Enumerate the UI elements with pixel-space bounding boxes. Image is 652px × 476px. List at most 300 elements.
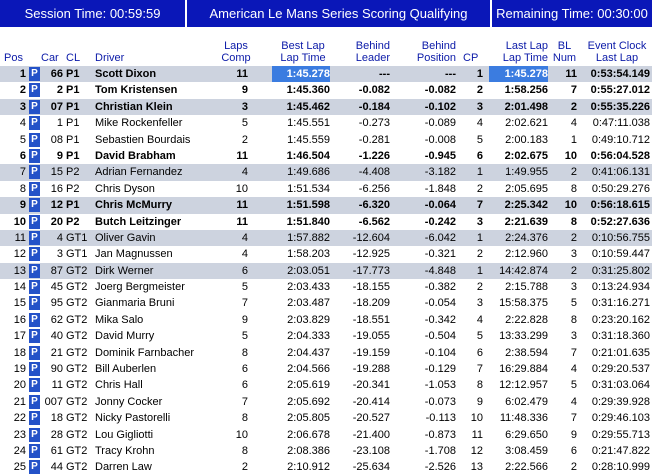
car-number: 1: [56, 117, 63, 130]
event-clock: 0:29:46.103: [591, 412, 650, 425]
last-lap-time: 15:58.375: [499, 297, 548, 310]
behind-leader: -12.604: [352, 231, 390, 244]
class-cell: P1: [66, 117, 80, 130]
class-cell: P2: [66, 182, 80, 195]
table-row[interactable]: [0, 148, 652, 164]
class-cell: GT2: [66, 264, 88, 277]
table-row[interactable]: [0, 214, 652, 230]
last-lap-time: 2:21.639: [504, 215, 548, 228]
last-lap-time: 2:02.621: [505, 117, 548, 130]
header-last-lap-time[interactable]: Lap Time: [502, 52, 548, 64]
p-status-badge: P: [29, 149, 40, 163]
class-cell: P1: [66, 149, 80, 162]
behind-position: -0.342: [424, 313, 456, 326]
class-position: 1: [476, 166, 483, 179]
last-lap-time: 12:12.957: [499, 379, 548, 392]
best-lap-time: 2:08.386: [287, 444, 330, 457]
behind-position: -0.113: [425, 412, 456, 425]
event-clock: 0:31:03.064: [591, 379, 650, 392]
class-cell: GT2: [66, 395, 88, 408]
class-cell: P1: [66, 133, 80, 146]
class-position: 9: [476, 395, 483, 408]
driver-name: Sebastien Bourdais: [95, 133, 191, 146]
p-status-badge: P: [29, 280, 40, 294]
position-cell: 6: [19, 149, 26, 162]
header-last-lap[interactable]: Last Lap: [505, 40, 548, 52]
last-lap-time: 11:48.336: [499, 412, 548, 425]
best-lap-time: 2:05.805: [287, 412, 330, 425]
behind-position: -0.064: [424, 199, 456, 212]
class-cell: GT2: [66, 281, 88, 294]
header-pos[interactable]: Pos: [4, 52, 23, 64]
table-row[interactable]: [0, 459, 652, 475]
laps-completed: 11: [236, 68, 248, 80]
p-status-badge: P: [29, 133, 40, 147]
behind-leader: -0.184: [358, 100, 390, 113]
behind-leader: -20.341: [352, 379, 390, 392]
header-bl-num[interactable]: Num: [552, 52, 577, 64]
event-clock: 0:55:27.012: [590, 84, 650, 97]
table-row[interactable]: [0, 279, 652, 295]
behind-position: -1.708: [424, 444, 456, 457]
best-lap-number: 5: [570, 379, 577, 392]
best-lap-number: 11: [565, 68, 577, 80]
behind-leader: -17.773: [352, 264, 390, 277]
table-row[interactable]: [0, 82, 652, 98]
class-cell: GT1: [66, 248, 88, 261]
p-status-badge: P: [29, 165, 40, 179]
class-position: 8: [476, 379, 483, 392]
header-laps-comp[interactable]: Comp: [221, 52, 251, 64]
table-row[interactable]: [0, 263, 652, 279]
driver-name: Gianmaria Bruni: [95, 297, 175, 310]
behind-leader: -19.055: [352, 330, 390, 343]
last-lap-time: 2:38.594: [505, 346, 548, 359]
behind-position: -2.526: [424, 461, 456, 474]
class-position: 3: [476, 297, 483, 310]
last-lap-time: 6:29.650: [505, 428, 548, 441]
behind-leader: -6.256: [358, 182, 390, 195]
best-lap-number: 3: [570, 281, 577, 294]
laps-completed: 10: [235, 182, 248, 195]
position-cell: 22: [13, 412, 26, 425]
class-cell: P1: [66, 68, 80, 80]
behind-position: -0.873: [424, 428, 456, 441]
event-clock: 0:21:47.822: [591, 444, 650, 457]
event-clock: 0:29:20.537: [591, 363, 650, 376]
position-cell: 13: [13, 264, 26, 277]
best-lap-time: 1:45.462: [286, 100, 330, 113]
best-lap-number: 2: [570, 461, 577, 474]
position-cell: 24: [13, 444, 26, 457]
best-lap-time: 2:03.433: [287, 281, 330, 294]
behind-position: -4.848: [424, 264, 456, 277]
driver-name: Chris Hall: [95, 379, 143, 392]
best-lap-time: 1:45.551: [287, 117, 330, 130]
table-row[interactable]: [0, 410, 652, 426]
class-position: 12: [470, 444, 483, 457]
behind-leader: -19.288: [352, 363, 390, 376]
class-cell: GT2: [66, 297, 88, 310]
last-lap-time: 1:45.278: [489, 66, 548, 82]
laps-completed: 11: [236, 149, 248, 162]
behind-position: -0.504: [424, 330, 456, 343]
best-lap-number: 7: [570, 84, 577, 97]
p-status-badge: P: [29, 215, 40, 229]
driver-name: Mika Salo: [95, 313, 144, 326]
behind-position: -0.089: [424, 117, 456, 130]
event-clock: 0:13:24.934: [591, 281, 650, 294]
driver-name: Butch Leitzinger: [95, 215, 182, 228]
driver-name: Chris Dyson: [95, 182, 155, 195]
last-lap-time: 6:02.479: [505, 395, 548, 408]
event-clock: 0:21:01.635: [591, 346, 650, 359]
best-lap-number: 8: [570, 313, 577, 326]
event-clock: 0:41:06.131: [591, 166, 650, 179]
event-clock: 0:50:29.276: [591, 182, 650, 195]
behind-position: -0.054: [424, 297, 456, 310]
p-status-badge: P: [29, 264, 40, 278]
car-number: 21: [50, 346, 63, 359]
class-position: 3: [476, 100, 483, 113]
class-position: 3: [476, 215, 483, 228]
last-lap-time: 2:22.566: [505, 461, 548, 474]
position-cell: 2: [19, 84, 26, 97]
event-clock: 0:10:56.755: [591, 231, 650, 244]
table-row[interactable]: [0, 312, 652, 328]
position-cell: 12: [13, 248, 26, 261]
best-lap-time: 1:58.203: [287, 248, 330, 261]
p-status-badge: P: [29, 362, 40, 376]
position-cell: 20: [13, 379, 26, 392]
class-position: 7: [476, 363, 483, 376]
class-cell: GT2: [66, 346, 88, 359]
class-position: 2: [476, 281, 483, 294]
last-lap-time: 2:00.183: [505, 133, 548, 146]
best-lap-number: 2: [570, 231, 577, 244]
driver-name: Tracy Krohn: [95, 444, 155, 457]
last-lap-time: 2:01.498: [504, 100, 548, 113]
best-lap-time: 2:03.051: [287, 264, 330, 277]
best-lap-time: 1:57.882: [287, 231, 330, 244]
last-lap-time: 2:12.960: [505, 248, 548, 261]
event-clock: 0:23:20.162: [591, 313, 650, 326]
header-event-clock[interactable]: Event Clock: [587, 40, 647, 52]
laps-completed: 5: [241, 117, 248, 130]
class-position: 5: [476, 133, 483, 146]
behind-leader: -23.108: [352, 444, 390, 457]
p-status-badge: P: [29, 411, 40, 425]
table-row[interactable]: [0, 361, 652, 377]
best-lap-number: 3: [570, 330, 577, 343]
event-clock: 0:47:11.038: [592, 117, 650, 130]
best-lap-time: 2:05.692: [287, 395, 330, 408]
table-row[interactable]: [0, 427, 652, 443]
car-number: 44: [50, 461, 63, 474]
table-row[interactable]: [0, 443, 652, 459]
best-lap-number: 10: [564, 149, 577, 162]
position-cell: 1: [19, 68, 26, 80]
class-cell: P1: [66, 199, 80, 212]
event-clock: 0:10:59.447: [591, 248, 650, 261]
best-lap-time: 2:04.437: [287, 346, 330, 359]
position-cell: 4: [19, 117, 26, 130]
car-number: 87: [50, 264, 63, 277]
class-cell: GT2: [66, 444, 88, 457]
event-clock: 0:31:25.802: [591, 264, 650, 277]
p-status-badge: P: [29, 231, 40, 245]
class-cell: GT2: [66, 330, 88, 343]
best-lap-number: 3: [570, 248, 577, 261]
behind-leader: -18.209: [352, 297, 390, 310]
car-number: 3: [56, 248, 63, 261]
car-number: 62: [50, 313, 63, 326]
best-lap-number: 4: [570, 117, 577, 130]
behind-position: -0.242: [424, 215, 456, 228]
header-laps[interactable]: Laps: [224, 40, 248, 52]
class-cell: GT2: [66, 313, 88, 326]
behind-leader: -6.562: [358, 215, 390, 228]
position-cell: 16: [13, 313, 26, 326]
position-cell: 11: [14, 231, 26, 244]
behind-leader: -0.082: [358, 84, 390, 97]
car-number: 61: [50, 444, 63, 457]
behind-position: -3.182: [424, 166, 456, 179]
behind-position: ---: [445, 68, 456, 80]
position-cell: 9: [19, 199, 26, 212]
event-clock: 0:28:10.999: [591, 461, 650, 474]
event-clock: 0:56:18.615: [590, 199, 650, 212]
best-lap-time: 2:04.566: [287, 363, 330, 376]
best-lap-number: 7: [570, 412, 577, 425]
p-status-badge: P: [29, 67, 40, 81]
behind-position: -0.945: [424, 149, 456, 162]
driver-name: Darren Law: [95, 461, 152, 474]
best-lap-time: 2:04.333: [287, 330, 330, 343]
header-best-lap-time[interactable]: Lap Time: [280, 52, 326, 64]
behind-leader: -21.400: [352, 428, 390, 441]
best-lap-number: 5: [570, 297, 577, 310]
header-behind-position[interactable]: Behind: [421, 40, 456, 52]
behind-position: -1.848: [424, 182, 456, 195]
best-lap-time: 2:03.487: [287, 297, 330, 310]
class-cell: P2: [66, 166, 80, 179]
class-cell: P2: [66, 215, 80, 228]
laps-completed: 6: [241, 264, 248, 277]
best-lap-time: 1:49.686: [287, 166, 330, 179]
class-position: 13: [470, 461, 483, 474]
class-position: 5: [476, 330, 483, 343]
best-lap-number: 6: [570, 444, 577, 457]
class-cell: GT2: [66, 379, 88, 392]
header-event-clock-last-lap[interactable]: Last Lap: [595, 52, 639, 64]
table-row[interactable]: [0, 197, 652, 213]
position-cell: 17: [13, 330, 26, 343]
class-cell: GT2: [66, 428, 88, 441]
best-lap-time: 1:51.840: [286, 215, 330, 228]
best-lap-time: 1:45.360: [286, 84, 330, 97]
p-status-badge: P: [29, 346, 40, 360]
car-number: 2: [56, 84, 63, 97]
class-position: 10: [470, 412, 483, 425]
table-row[interactable]: [0, 132, 652, 148]
car-number: 08: [50, 133, 63, 146]
laps-completed: 4: [241, 248, 248, 261]
best-lap-number: 2: [570, 166, 577, 179]
last-lap-time: 2:25.342: [504, 199, 548, 212]
header-cl[interactable]: CL: [66, 52, 81, 64]
driver-name: Oliver Gavin: [95, 231, 156, 244]
driver-name: Mike Rockenfeller: [95, 117, 183, 130]
table-row[interactable]: [0, 99, 652, 115]
last-lap-time: 2:24.376: [505, 231, 548, 244]
last-lap-time: 3:08.459: [505, 444, 548, 457]
best-lap-time: 1:45.559: [287, 133, 330, 146]
laps-completed: 6: [241, 363, 248, 376]
position-cell: 14: [13, 281, 26, 294]
behind-leader: -12.925: [352, 248, 390, 261]
laps-completed: 11: [236, 199, 248, 212]
position-cell: 19: [13, 363, 26, 376]
last-lap-time: 2:22.828: [505, 313, 548, 326]
behind-leader: -18.551: [352, 313, 390, 326]
event-clock: 0:53:54.149: [590, 68, 650, 80]
driver-name: Adrian Fernandez: [95, 166, 183, 179]
position-cell: 21: [13, 395, 26, 408]
table-row[interactable]: [0, 394, 652, 410]
event-clock: 0:29:55.713: [591, 428, 650, 441]
laps-completed: 7: [241, 395, 248, 408]
position-cell: 10: [13, 215, 26, 228]
remaining-time: Remaining Time: 00:30:00: [492, 0, 652, 27]
header-driver[interactable]: Driver: [95, 52, 125, 64]
car-number: 4: [56, 231, 63, 244]
table-row[interactable]: [0, 345, 652, 361]
header-behind-position-2[interactable]: Position: [416, 52, 456, 64]
class-position: 4: [476, 117, 483, 130]
best-lap-number: 10: [564, 199, 577, 212]
last-lap-time: 14:42.874: [499, 264, 548, 277]
top-bar: [0, 0, 652, 27]
laps-completed: 2: [241, 461, 248, 474]
driver-name: Tom Kristensen: [95, 84, 178, 97]
class-cell: GT2: [66, 363, 88, 376]
driver-name: Chris McMurry: [95, 199, 173, 212]
best-lap-number: 4: [570, 395, 577, 408]
best-lap-time: 1:51.534: [287, 182, 330, 195]
car-number: 28: [50, 428, 63, 441]
header-behind-leader[interactable]: Behind: [355, 40, 390, 52]
behind-leader: -1.226: [358, 149, 390, 162]
car-number: 11: [51, 379, 63, 392]
laps-completed: 3: [241, 100, 248, 113]
laps-completed: 10: [235, 428, 248, 441]
behind-leader: -19.159: [352, 346, 390, 359]
behind-leader: ---: [379, 68, 390, 80]
last-lap-time: 13:33.299: [499, 330, 548, 343]
class-cell: GT1: [66, 231, 88, 244]
laps-completed: 4: [241, 231, 248, 244]
behind-leader: -0.273: [358, 117, 390, 130]
best-lap-number: 2: [570, 264, 577, 277]
behind-leader: -0.281: [358, 133, 390, 146]
p-status-badge: P: [29, 198, 40, 212]
best-lap-number: 8: [570, 182, 577, 195]
header-cp[interactable]: CP: [463, 52, 479, 64]
driver-name: Bill Auberlen: [95, 363, 157, 376]
best-lap-number: 4: [570, 363, 577, 376]
event-clock: 0:56:04.528: [590, 149, 650, 162]
behind-position: -0.104: [424, 346, 456, 359]
driver-name: Christian Klein: [95, 100, 173, 113]
best-lap-time: 1:46.504: [286, 149, 330, 162]
header-bl[interactable]: BL: [557, 40, 572, 52]
laps-completed: 9: [241, 84, 248, 97]
table-row[interactable]: [0, 295, 652, 311]
class-position: 2: [476, 248, 483, 261]
p-status-badge: P: [29, 247, 40, 261]
best-lap-number: 2: [570, 100, 577, 113]
laps-completed: 4: [241, 166, 248, 179]
behind-leader: -4.408: [358, 166, 390, 179]
p-status-badge: P: [29, 296, 40, 310]
behind-position: -6.042: [424, 231, 456, 244]
best-lap-number: 9: [570, 428, 577, 441]
results-table: [0, 66, 652, 476]
table-row[interactable]: [0, 115, 652, 131]
class-cell: GT2: [66, 412, 88, 425]
last-lap-time: 2:05.695: [505, 182, 548, 195]
table-row[interactable]: [0, 66, 652, 82]
p-status-badge: P: [29, 83, 40, 97]
class-position: 6: [476, 149, 483, 162]
class-position: 4: [476, 313, 483, 326]
behind-leader: -20.527: [352, 412, 390, 425]
p-status-badge: P: [29, 378, 40, 392]
best-lap-number: 1: [570, 133, 577, 146]
table-row[interactable]: [0, 181, 652, 197]
driver-name: David Murry: [95, 330, 155, 343]
event-clock: 0:55:35.226: [590, 100, 650, 113]
best-lap-time: 1:45.278: [272, 66, 330, 82]
car-number: 45: [50, 281, 63, 294]
driver-name: Dirk Werner: [95, 264, 154, 277]
car-number: 15: [50, 166, 63, 179]
behind-position: -0.382: [424, 281, 456, 294]
table-row[interactable]: [0, 377, 652, 393]
table-row[interactable]: [0, 230, 652, 246]
header-best-lap[interactable]: Best Lap: [281, 40, 325, 52]
class-position: 1: [476, 264, 483, 277]
table-row[interactable]: [0, 246, 652, 262]
class-cell: GT2: [66, 461, 88, 474]
last-lap-time: 2:02.675: [504, 149, 548, 162]
table-row[interactable]: [0, 328, 652, 344]
behind-position: -0.008: [424, 133, 456, 146]
driver-name: Scott Dixon: [95, 68, 157, 80]
p-status-badge: P: [29, 329, 40, 343]
driver-name: Lou Gigliotti: [95, 428, 154, 441]
best-lap-time: 2:10.912: [287, 461, 330, 474]
header-car[interactable]: Car: [41, 52, 59, 64]
header-behind-leader-2[interactable]: Leader: [355, 52, 390, 64]
table-row[interactable]: [0, 164, 652, 180]
session-time: Session Time: 00:59:59: [0, 0, 185, 27]
laps-completed: 11: [236, 215, 248, 228]
laps-completed: 8: [241, 444, 248, 457]
driver-name: Dominik Farnbacher: [95, 346, 195, 359]
class-cell: P1: [66, 100, 80, 113]
